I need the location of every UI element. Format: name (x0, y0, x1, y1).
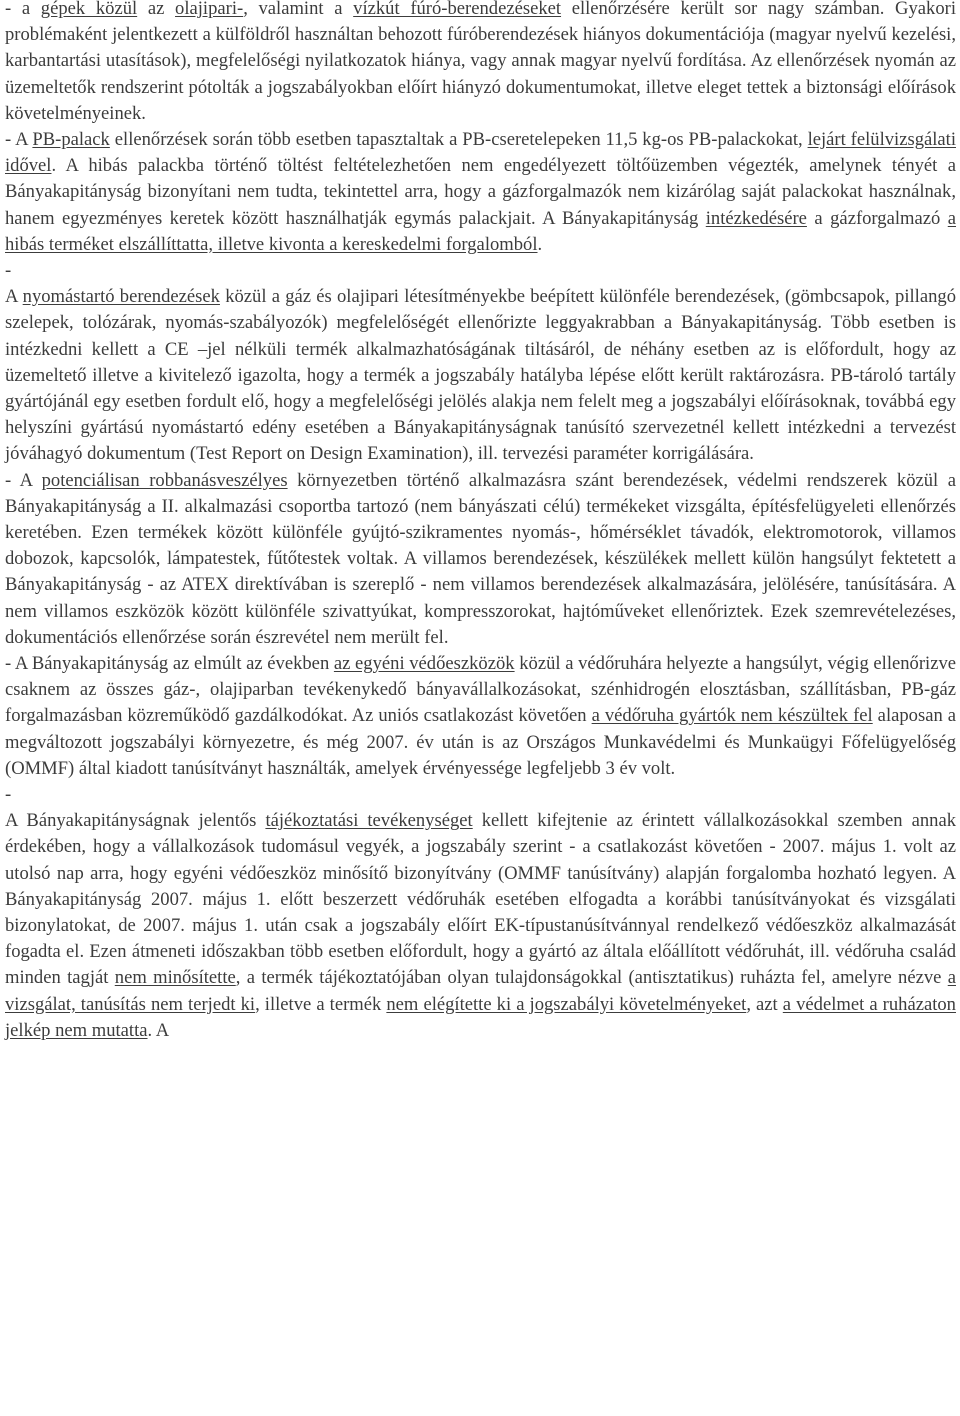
text-run: ellenőrzésére került sor nagy számban. Gyakori problémaként jelentkezett a külföldről használtan behozott fúróberendezések hiányos dokumentációja (magyar nyelvű kezelési, karbantartási utasítások), megfelelőségi nyilatkozatok hiánya, vagy annak magyar nyelvű fordítása. Az ellenőrzések nyomán az üzemeltetők rendszerint pótolták a jogszabályokban előírt hiányzó dokumentumokat, illetve eleget tettek a biztonsági előírások követelményeinek. (5, 0, 956, 124)
list-dash-marker (5, 782, 956, 808)
body-paragraph (5, 808, 956, 1044)
underlined-phrase: olajipari- (175, 0, 244, 19)
text-run: közül a gáz és olajipari létesítményekbe beépített különféle berendezések, (gömbcsapok, pillangó szelepek, tolózárak, nyomás-szabályozók) megfelelőségét ellenőrizte leggyakrabban a Bányakapitányság. Több esetben is intézkedni kellett a CE –jel nélküli termék alkalmazhatóságának tiltásáról, de néhány esetben az is előfordult, hogy az üzemeltető illetve a kivitelező igazolta, hogy a termék a jogszabály hatályba lépése előtt került raktározásra. PB-tároló tartály gyártójánál egy esetben fordult elő, hogy a megfelelőségi jelölés alakja nem felelt meg a jogszabályi előírásoknak, továbbá egy helyszíni gyártású nyomástartó edény esetében a Bányakapitányságnak tanúsító szervezetnél kellett intézkedni a tervezést jóváhagyó dokumentum (Test Report on Design Examination), ill. tervezési paraméter korrigálására. (5, 286, 956, 465)
text-run: A Bányakapitányságnak jelentős (5, 810, 266, 832)
underlined-phrase: intézkedésére (705, 207, 807, 229)
underlined-phrase: az egyéni védőeszközök (333, 653, 515, 675)
text-run: A (5, 286, 23, 308)
text-run: ellenőrzések során több esetben tapasztaltak a PB-cseretelepeken 11,5 kg-os PB-palackokat, (109, 129, 808, 151)
text-run: közül a védőruhára helyezte a hangsúlyt, végig ellenőrizve csaknem az összes gáz-, olajiparban tevékenykedő bányavállalkozásokat, szénhidrogén elosztásban, szállításban, PB-gáz forgalmazásban közreműködő gazdálkodókat. Az uniós csatlakozást követően (5, 653, 957, 727)
text-run: - a (5, 0, 41, 19)
text-run: a gázforgalmazó (806, 207, 948, 229)
text-run: , illetve a termék (255, 993, 387, 1015)
text-run: alaposan a megváltozott jogszabályi környezetre, és még 2007. év után is az Országos Munkavédelmi és Munkaügyi Főfelügyelőség (OMMF) által kiadott tanúsítványt használták, amelyek érvényessége legfeljebb 3 év volt. (5, 705, 956, 779)
underlined-phrase: PB-palack (32, 129, 110, 151)
text-run: környezetben történő alkalmazásra szánt berendezések, védelmi rendszerek közül a Bányakapitányság a II. alkalmazási csoportba tartozó (nem bányászati célú) termékeket vizsgálta, építésfelügyeleti ellenőrzés keretében. Ezen termékek között különféle gyújtó-szikramentes nyomás-, hőmérséklet távadók, elektromotorok, villamos dobozok, kapcsolók, lámpatestek, fűtőtestek voltak. A villamos berendezések, készülékek mellett külön hangsúlyt fektetett a Bányakapitányság - az ATEX direktívában is szereplő - nem villamos berendezések alkalmazására, jelölésére, tanúsítására. A nem villamos eszközök között különféle szivattyúkat, kompresszorokat, hajtóműveket ellenőriztek. Ezek szemrevételezéses, dokumentációs ellenőrzése során észrevétel nem merült fel. (5, 469, 956, 648)
list-dash-marker (5, 258, 956, 284)
underlined-phrase: nem minősítette (114, 967, 236, 989)
underlined-phrase: a hibás terméket elszállíttatta, illetve kivonta a kereskedelmi forgalomból (5, 207, 957, 255)
text-run: - A (5, 129, 33, 151)
underlined-phrase: vízkút fúró-berendezéseket (353, 0, 562, 19)
underlined-phrase: nem elégítette ki a jogszabályi követelményeket (386, 993, 747, 1015)
underlined-phrase: nyomástartó berendezések (22, 286, 220, 308)
underlined-phrase: a vizsgálat, tanúsítás nem terjedt ki (5, 967, 956, 1015)
body-paragraph (5, 284, 956, 467)
body-paragraph (5, 651, 956, 782)
body-paragraph (5, 468, 956, 651)
text-run: , valamint a (243, 0, 354, 19)
underlined-phrase: a védőruha gyártók nem készültek fel (591, 705, 873, 727)
text-run: . (537, 233, 543, 255)
body-paragraph (5, 0, 956, 127)
text-run: az (137, 0, 176, 19)
underlined-phrase: a védelmet a ruházaton jelkép nem mutatta (5, 993, 956, 1041)
text-run: - (5, 784, 12, 806)
text-run: , a termék tájékoztatójában olyan tulajdonságokkal (antisztatikus) ruházta fel, amelyre nézve (235, 967, 948, 989)
text-run: - (5, 260, 12, 282)
text-run: - A (5, 469, 42, 491)
underlined-phrase: lejárt felülvizsgálati idővel (5, 129, 956, 177)
document-page (5, 0, 956, 1044)
underlined-phrase: tájékoztatási tevékenységet (265, 810, 473, 832)
body-paragraph (5, 127, 956, 258)
text-run: kellett kifejtenie az érintett vállalkozásokkal szemben annak érdekében, hogy a vállalkozások tudomásul vegyék, a jogszabály szerint - a csatlakozást követően - 2007. május 1. volt az utolsó nap arra, hogy egyéni védőeszköz minősítő bizonyítvány (OMMF tanúsítvány) alapján forgalomba hozható legyen. A Bányakapitányság 2007. május 1. előtt beszerzett védőruhák esetében elfogadta a korábbi tanúsítványokat és vizsgálati bizonylatokat, de 2007. május 1. után csak a jogszabály előírt EK-típustanúsítvánnyal rendelkező védőeszköz alkalmazását fogadta el. Ezen átmeneti időszakban több esetben előfordult, hogy a gyártó az általa előállított védőruhát, ill. védőruha család minden tagját (5, 810, 957, 989)
underlined-phrase: gépek közül (40, 0, 138, 19)
text-run: - A Bányakapitányság az elmúlt az években (5, 653, 334, 675)
text-run: . A (147, 1019, 170, 1041)
text-run: . A hibás palackba történő töltést feltételezhetően nem engedélyezett töltőüzemben végezték, amelynek tényét a Bányakapitányság bizonyítani nem tudta, tekintettel arra, hogy a gázforgalmazók nem kizárólag saját palackokat használnak, hanem egyezményes keretek között használhatják egymás palackjait. A Bányakapitányság (5, 155, 956, 229)
underlined-phrase: potenciálisan robbanásveszélyes (41, 469, 288, 491)
text-run: , azt (746, 993, 783, 1015)
